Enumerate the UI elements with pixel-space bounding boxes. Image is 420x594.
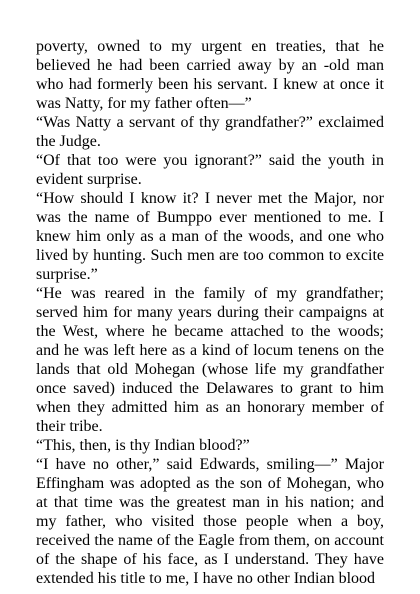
paragraph-5: “He was reared in the family of my grandfather; served him for many years during their campaigns at the West, where he became attached to the woods; and he was left here as a kind of locum tenens on the lands that old Mohegan (whose life my grandfather once saved) induced the Delawares to grant to him when they admitted him as an honorary member of their tribe. (36, 285, 384, 435)
paragraph-6: “This, then, is thy Indian blood?” (36, 437, 250, 454)
paragraph-2: “Was Natty a servant of thy grandfather?” exclaimed the Judge. (36, 114, 384, 150)
paragraph-7: “I have no other,” said Edwards, smiling—” Major Effingham was adopted as the son of Mohegan, who at that time was the greatest man in his nation; and my father, who visited those people when a boy, received the name of the Eagle from them, on account of the shape of his face, as I understand. They have extended his title to me, I have no other Indian blood (36, 456, 384, 587)
paragraph-4: “How should I know it? I never met the Major, nor was the name of Bumppo ever mentioned to me. I knew him only as a man of the woods, and one who lived by hunting. Such men are too common to excite surprise.” (36, 190, 384, 283)
paragraph-1: poverty, owned to my urgent en treaties, that he believed he had been carried away by an -old man who had formerly been his servant. I knew at once it was Natty, for my father often—” (36, 38, 384, 112)
paragraph-3: “Of that too were you ignorant?” said the youth in evident surprise. (36, 152, 384, 188)
page-text (36, 37, 384, 588)
